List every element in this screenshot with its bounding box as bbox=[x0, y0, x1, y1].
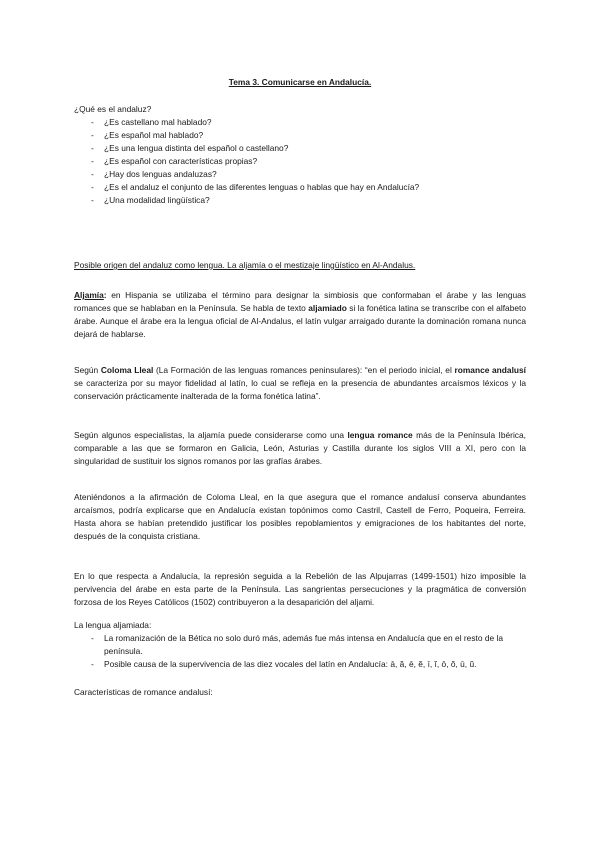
list-item: - ¿Es una lengua distinta del español o castellano? bbox=[74, 142, 526, 155]
author-name: Coloma Lleal bbox=[100, 365, 154, 375]
aljamiada-list bbox=[74, 632, 526, 671]
text-segment: se caracteriza por su mayor fidelidad al latín, lo cual se refleja en la presencia de abundantes arcaísmos léxicos y la conservación prácticamente inalterada de la forma fonética latina”. bbox=[74, 378, 526, 401]
list-item: - ¿Es español con características propias? bbox=[74, 155, 526, 168]
text-segment: Según algunos especialistas, la aljamía puede considerarse como una bbox=[74, 430, 348, 440]
list-item: - ¿Es el andaluz el conjunto de las diferentes lenguas o hablas que hay en Andalucía? bbox=[74, 181, 526, 194]
list-item: - ¿Hay dos lenguas andaluzas? bbox=[74, 168, 526, 181]
list-item: - ¿Una modalidad lingüística? bbox=[74, 194, 526, 207]
section-heading-caracteristicas: Características de romance andalusí: bbox=[74, 687, 213, 697]
text-segment: si la fonética latina se transcribe con el alfabeto árabe. Aunque el árabe era la lengua oficial de Al-Andalus, el latín vulgar arraigado durante la dominación romana nunca dejará de hablarse. bbox=[74, 303, 526, 339]
paragraph-alpujarras: En lo que respecta a Andalucía, la represión seguida a la Rebelión de las Alpujarras (1499-1501) hizo imposible la pervivencia del árabe en esta parte de la Península. Las sangrientas persecuciones y la pragmática de conversión forzosa de los Reyes Católicos (1502) contribuyeron a la desaparición del aljami. bbox=[74, 571, 526, 607]
term-colon: : bbox=[103, 290, 107, 300]
list-item: - Posible causa de la supervivencia de las diez vocales del latín en Andalucía: ā, ă, ē, ĕ, ī, ĭ, ō, ŏ, ū, ŭ. bbox=[74, 658, 526, 671]
text-segment: en Hispania se utilizaba el término para designar la simbiosis que conformaban el árabe y las lenguas romances que se hablaban en la Península. Se habla de texto bbox=[74, 290, 526, 313]
term-aljamia: Aljamía bbox=[74, 290, 104, 300]
text-segment: (La Formación de las lenguas romances peninsulares): “en el periodo inicial, el bbox=[153, 365, 455, 375]
paragraph-specialists bbox=[74, 429, 526, 468]
term-aljamiado: aljamiado bbox=[308, 303, 347, 313]
page-title: Tema 3. Comunicarse en Andalucía. bbox=[228, 77, 372, 87]
section-lengua-aljamiada bbox=[74, 619, 526, 671]
text-segment: más de la Península Ibérica, comparable a las que se formaron en Galicia, León, Asturias y Castilla durante los siglos VIII a XI, pero con la singularidad de sustituir los signos romanos por las grafías árabes. bbox=[74, 430, 526, 466]
paragraph-aljamia bbox=[74, 289, 526, 341]
intro-block bbox=[74, 103, 526, 207]
intro-question-list bbox=[74, 116, 526, 207]
paragraph-coloma-lleal bbox=[74, 364, 526, 403]
intro-question: ¿Qué es el andaluz? bbox=[74, 104, 152, 114]
list-item: - ¿Es castellano mal hablado? bbox=[74, 116, 526, 129]
section-heading-origin: Posible origen del andaluz como lengua. La aljamía o el mestizaje lingüístico en Al-Andalus. bbox=[74, 260, 416, 270]
section-heading: La lengua aljamiada: bbox=[74, 620, 152, 630]
list-item: - ¿Es español mal hablado? bbox=[74, 129, 526, 142]
term-lengua-romance: lengua romance bbox=[347, 430, 413, 440]
text-segment: Según bbox=[74, 365, 101, 375]
list-item: - La romanización de la Bética no solo duró más, además fue más intensa en Andalucía que en el resto de la península. bbox=[74, 632, 526, 658]
paragraph-toponyms: Ateniéndonos a la afirmación de Coloma Lleal, en la que asegura que el romance andalusí conserva abundantes arcaísmos, podría explicarse que en Andalucía existan topónimos como Castril, Castell de Ferro, Poqueira, Ferreira. Hasta ahora se habían pretendido justificar los posibles repoblamientos y emigraciones de los habitantes del norte, después de la conquista cristiana. bbox=[74, 492, 526, 541]
term-romance-andalusi: romance andalusí bbox=[454, 365, 526, 375]
